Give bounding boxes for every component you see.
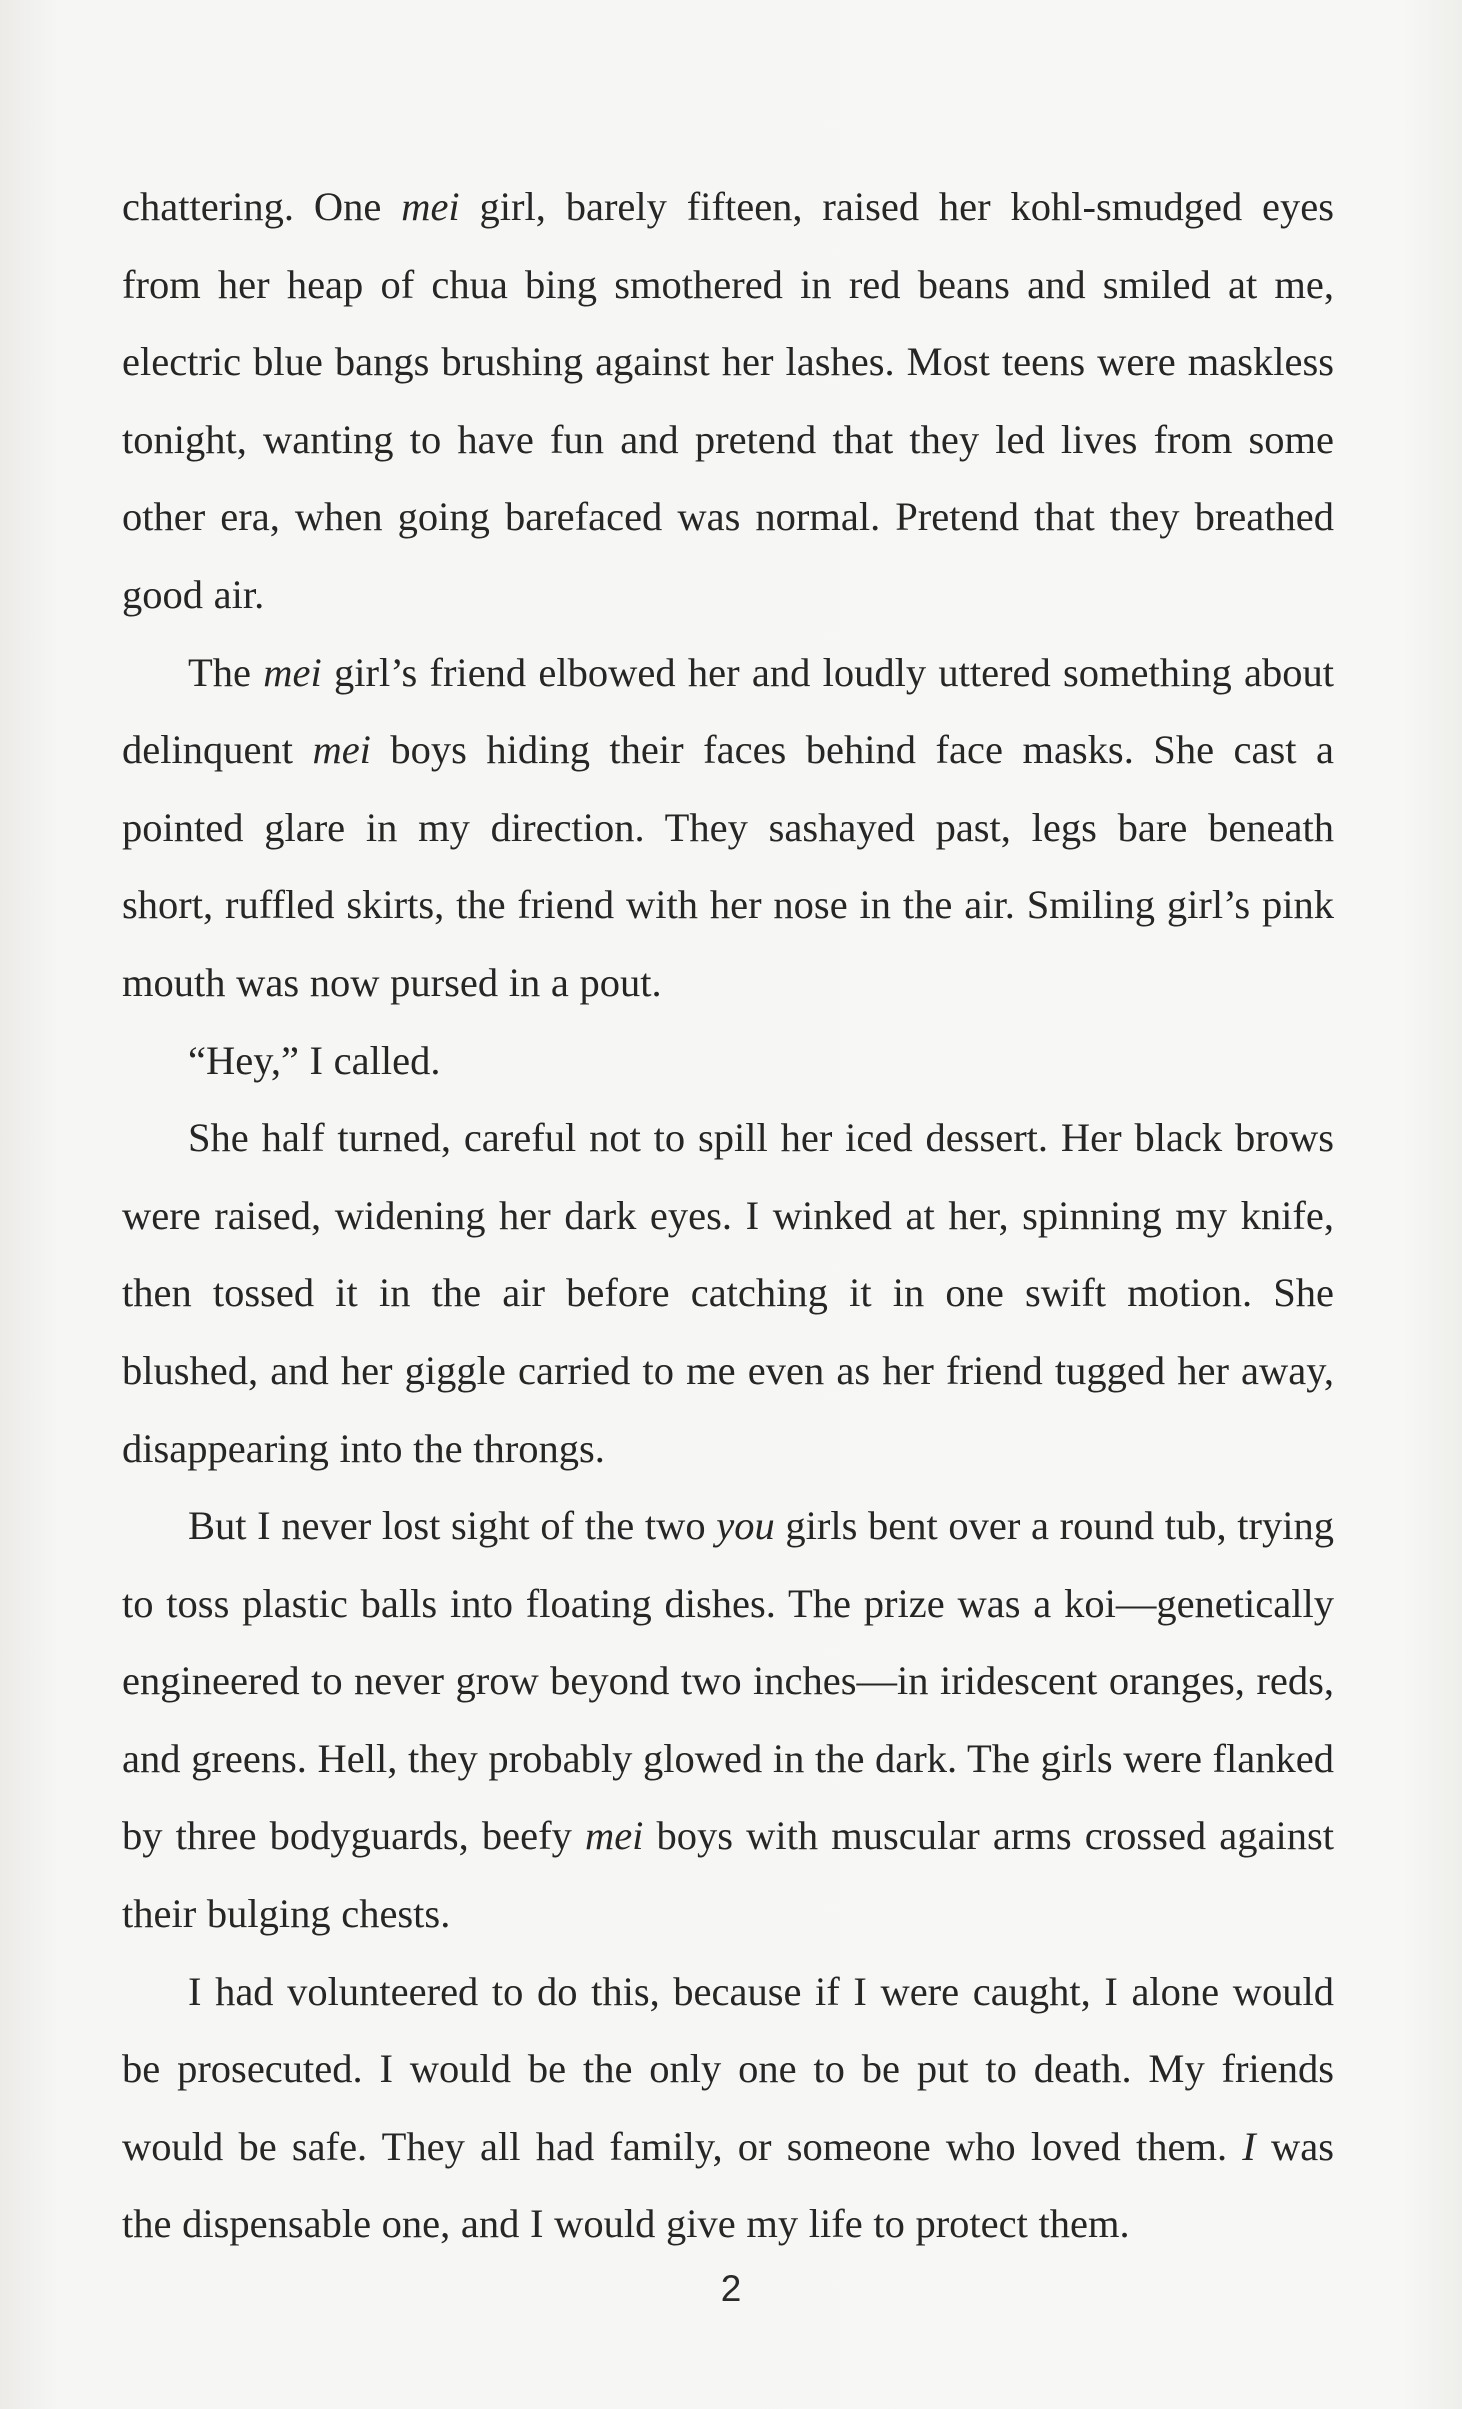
text-run: The: [188, 649, 264, 695]
italic-text: mei: [312, 727, 371, 773]
text-run: She half turned, careful not to spill her iced dessert. Her black brows were raised, widening her dark eyes. I winked at her, spinning my knife, then tossed it in the air before catching it in one swift motion. She blushed, and her giggle carried to me even as her friend tugged her away, disappearing into the throngs.: [122, 1115, 1334, 1471]
text-run: girls bent over a round tub, trying to toss plastic balls into floating dishes. The prize was a koi—genetically engineered to never grow beyond two inches—in iridescent oranges, reds, and greens. Hell, they probably glowed in the dark. The girls were flanked by three bodyguards, beefy: [122, 1503, 1335, 1859]
text-run: girl, barely fifteen, raised her kohl-smudged eyes from her heap of chua bing smothered in red beans and smiled at me, electric blue bangs brushing against her lashes. Most teens were maskless tonight, wanting to have fun and pretend that they led lives from some other era, when going barefaced was normal. Pretend that they breathed good air.: [122, 184, 1334, 617]
body-text: [122, 168, 1334, 2263]
italic-text: mei: [401, 184, 460, 229]
text-run: girl’s friend elbowed her and loudly uttered something about delinquent: [122, 649, 1334, 773]
text-run: was the dispensable one, and I would give my life to protect them.: [122, 2123, 1334, 2247]
paragraph: [122, 1099, 1334, 1487]
page-number: 2: [720, 2268, 742, 2309]
text-run: “Hey,” I called.: [188, 1037, 441, 1083]
paragraph: [122, 634, 1334, 1022]
italic-text: mei: [584, 1813, 644, 1859]
paragraph: [122, 1487, 1334, 1953]
text-run: chattering. One: [122, 184, 402, 229]
text-run: I had volunteered to do this, because if I were caught, I alone would be prosecuted. I would be the only one to be put to death. My friends would be safe. They all had family, or someone who loved them.: [122, 1968, 1334, 2169]
italic-text: mei: [263, 649, 322, 695]
paragraph: [122, 1022, 1334, 1100]
paragraph: [122, 1953, 1334, 2263]
italic-text: I: [1242, 2123, 1256, 2169]
italic-text: you: [716, 1503, 775, 1549]
text-run: But I never lost sight of the two: [188, 1503, 717, 1549]
paragraph: [122, 168, 1334, 634]
text-run: boys hiding their faces behind face masks. She cast a pointed glare in my direction. They sashayed past, legs bare beneath short, ruffled skirts, the friend with her nose in the air. Smiling girl’s pink mouth was now pursed in a pout.: [122, 727, 1334, 1005]
text-run: boys with muscular arms crossed against their bulging chests.: [122, 1813, 1335, 1937]
